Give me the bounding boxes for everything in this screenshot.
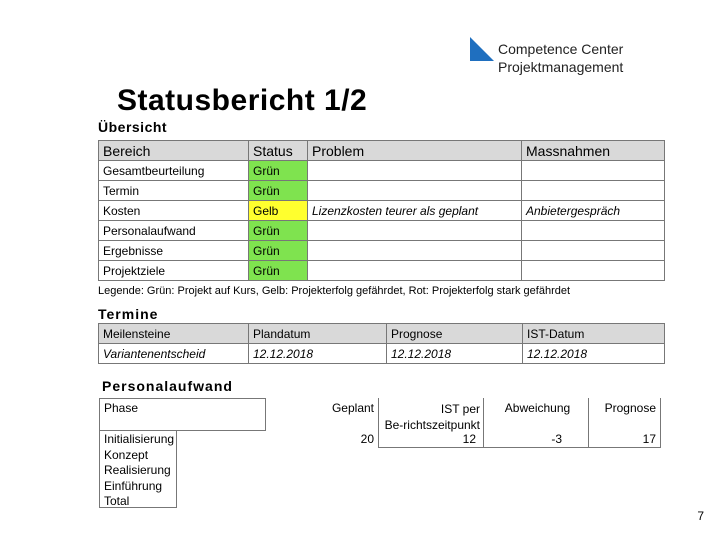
table-row — [99, 241, 665, 261]
status-cell: Grün — [249, 181, 308, 201]
meilenstein-cell: Variantenentscheid — [99, 344, 249, 364]
col-header-status: Status — [249, 141, 308, 161]
status-cell: Grün — [249, 261, 308, 281]
bereich-cell: Termin — [99, 181, 249, 201]
pw-divider — [378, 447, 661, 448]
prognose-cell: 12.12.2018 — [387, 344, 523, 364]
status-cell: Gelb — [249, 201, 308, 221]
table-row — [99, 161, 665, 181]
problem-cell: Lizenzkosten teurer als geplant — [308, 201, 522, 221]
bereich-cell: Gesamtbeurteilung — [99, 161, 249, 181]
status-cell: Grün — [249, 161, 308, 181]
company-logo — [470, 37, 494, 61]
status-table — [98, 140, 665, 281]
pw-divider — [99, 430, 266, 431]
status-legend: Legende: Grün: Projekt auf Kurs, Gelb: Projekterfolg gefährdet, Rot: Projekterfolg stark gefährdet — [98, 285, 571, 297]
massnahmen-cell — [522, 221, 665, 241]
problem-cell — [308, 161, 522, 181]
ist-datum-cell: 12.12.2018 — [523, 344, 665, 364]
pw-header-phase: Phase — [104, 401, 139, 415]
massnahmen-cell — [522, 241, 665, 261]
table-row — [99, 261, 665, 281]
status-cell: Grün — [249, 241, 308, 261]
pw-border-left — [99, 398, 100, 508]
page-title: Statusbericht 1/2 — [117, 84, 368, 117]
pw-divider — [176, 430, 177, 508]
bereich-cell: Personalaufwand — [99, 221, 249, 241]
plandatum-cell: 12.12.2018 — [249, 344, 387, 364]
page-number: 7 — [697, 509, 704, 523]
table-row — [99, 201, 665, 221]
pw-divider — [378, 398, 379, 448]
status-table-header — [99, 141, 665, 161]
pw-value-geplant: 20 — [360, 432, 374, 446]
massnahmen-cell — [522, 181, 665, 201]
termine-table-header — [99, 324, 665, 344]
bereich-cell: Ergebnisse — [99, 241, 249, 261]
massnahmen-cell — [522, 161, 665, 181]
massnahmen-cell: Anbietergespräch — [522, 201, 665, 221]
table-row — [99, 344, 665, 364]
problem-cell — [308, 241, 522, 261]
list-item: Initialisierung — [104, 432, 175, 446]
list-item: Konzept — [104, 447, 149, 462]
table-row — [99, 181, 665, 201]
col-header-ist-datum: IST-Datum — [523, 324, 665, 344]
list-item: Total — [104, 494, 130, 509]
pw-border-top — [99, 398, 266, 399]
pw-divider — [588, 398, 589, 448]
col-header-prognose: Prognose — [387, 324, 523, 344]
problem-cell — [308, 181, 522, 201]
pw-value-prognose: 17 — [642, 432, 656, 446]
col-header-plandatum: Plandatum — [249, 324, 387, 344]
section-heading-personalaufwand: Personalaufwand — [102, 378, 233, 394]
col-header-massnahmen: Massnahmen — [522, 141, 665, 161]
section-heading-uebersicht: Übersicht — [98, 119, 168, 135]
pw-header-ist-line2: Be-richtszeitpunkt — [384, 418, 480, 432]
pw-value-ist: 12 — [462, 432, 476, 446]
bereich-cell: Kosten — [99, 201, 249, 221]
col-header-bereich: Bereich — [99, 141, 249, 161]
phase-list — [104, 432, 174, 510]
termine-table — [98, 323, 665, 364]
pw-header-abweichung: Abweichung — [504, 401, 571, 415]
pw-header-geplant: Geplant — [331, 401, 374, 415]
list-item: Realisierung — [104, 463, 171, 478]
status-cell: Grün — [249, 221, 308, 241]
col-header-problem: Problem — [308, 141, 522, 161]
pw-divider — [483, 398, 484, 448]
pw-header-prognose: Prognose — [604, 401, 656, 415]
bereich-cell: Projektziele — [99, 261, 249, 281]
pw-header-ist-line1: IST per — [440, 402, 480, 416]
col-header-meilensteine: Meilensteine — [99, 324, 249, 344]
problem-cell — [308, 261, 522, 281]
brand-line-1: Competence Center — [498, 41, 624, 57]
brand-name — [498, 40, 623, 76]
pw-value-abweichung: -3 — [551, 432, 562, 446]
massnahmen-cell — [522, 261, 665, 281]
problem-cell — [308, 221, 522, 241]
table-row — [99, 221, 665, 241]
pw-divider — [265, 398, 266, 431]
section-heading-termine: Termine — [98, 306, 159, 322]
pw-header-ist — [380, 401, 480, 433]
list-item: Einführung — [104, 478, 163, 493]
pw-divider — [660, 398, 661, 448]
brand-line-2: Projektmanagement — [498, 59, 624, 75]
